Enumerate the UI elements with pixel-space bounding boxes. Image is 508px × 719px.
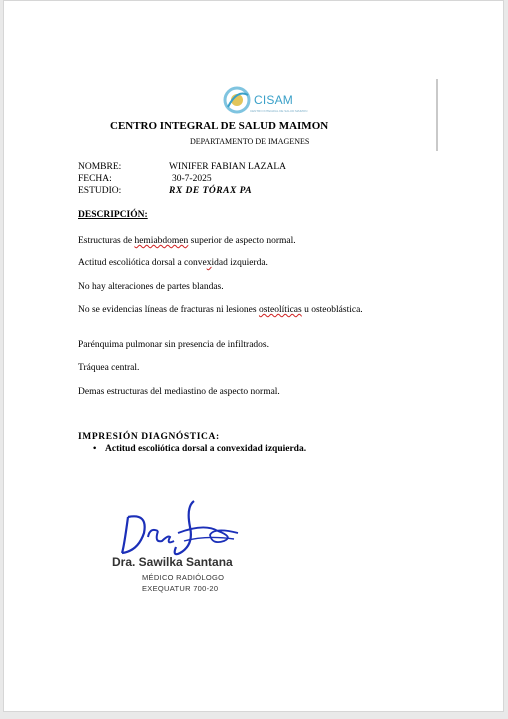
logo-text: CISAM: [254, 93, 294, 107]
description-line-6: Tráquea central.: [78, 363, 140, 373]
logo-subtext: CENTRO INTEGRAL DE SALUD MAIMON: [250, 109, 308, 113]
signature-exequatur: EXEQUATUR 700-20: [142, 584, 219, 593]
document-page: [3, 0, 504, 712]
study-label: ESTUDIO:: [78, 186, 122, 196]
description-line-2: Actitud escoliótica dorsal a convexidad izquierda.: [78, 258, 268, 268]
impression-heading: IMPRESIÓN DIAGNÓSTICA:: [78, 432, 220, 442]
description-line-7: Demas estructuras del mediastino de aspecto normal.: [78, 387, 280, 397]
signature-name: Dra. Sawilka Santana: [112, 555, 233, 569]
date-label: FECHA:: [78, 174, 112, 184]
vertical-divider: [436, 79, 438, 151]
name-value: WINIFER FABIAN LAZALA: [169, 162, 286, 172]
department-subtitle: DEPARTAMENTO DE IMAGENES: [190, 137, 310, 146]
cisam-logo: [220, 85, 308, 115]
description-line-3: No hay alteraciones de partes blandas.: [78, 282, 224, 292]
date-value: 30-7-2025: [172, 174, 212, 184]
description-heading: DESCRIPCIÓN:: [78, 210, 148, 220]
study-value: RX DE TÓRAX PA: [169, 186, 253, 196]
description-line-1: Estructuras de hemiabdomen superior de aspecto normal.: [78, 236, 296, 246]
logo-mark-icon: [220, 85, 254, 115]
handwritten-signature: [114, 497, 244, 559]
bullet-icon: •: [93, 444, 97, 454]
description-line-5: Parénquima pulmonar sin presencia de infiltrados.: [78, 340, 270, 350]
description-line-4: No se evidencias líneas de fracturas ni lesiones osteolíticas u osteoblástica.: [78, 305, 363, 315]
institution-title: CENTRO INTEGRAL DE SALUD MAIMON: [110, 120, 329, 132]
name-label: NOMBRE:: [78, 162, 122, 172]
impression-item: • Actitud escoliótica dorsal a convexidad izquierda.: [93, 444, 307, 454]
signature-role: MÉDICO RADIÓLOGO: [142, 573, 225, 582]
